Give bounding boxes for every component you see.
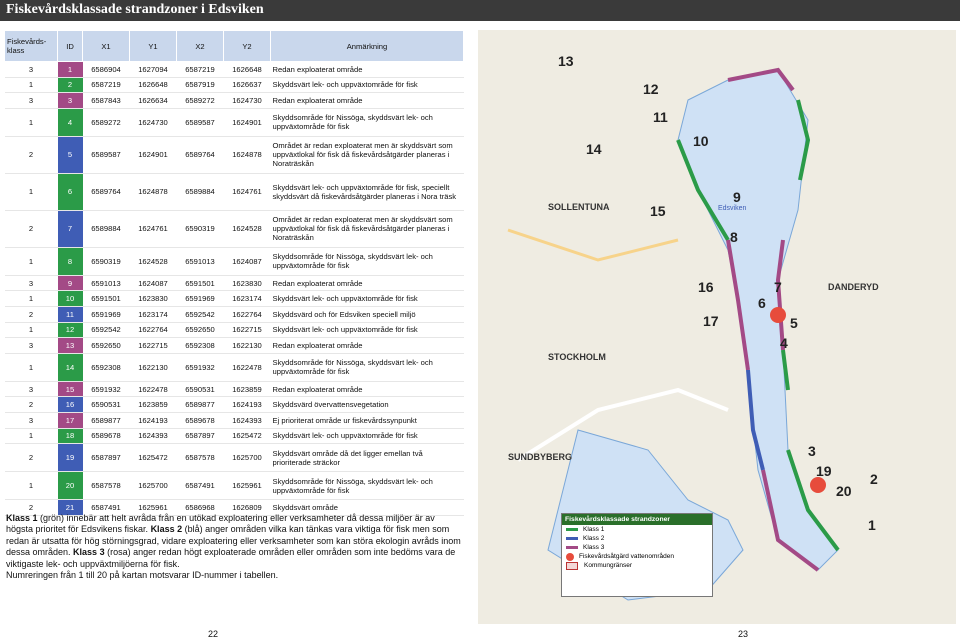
x1-cell: 6590531 — [83, 397, 130, 413]
y1-cell: 1624087 — [130, 275, 177, 291]
klass-cell: 1 — [5, 353, 58, 381]
id-cell: 21 — [58, 500, 83, 516]
x2-cell: 6589884 — [177, 173, 224, 210]
zone-label: 17 — [703, 313, 719, 329]
table-header-row — [5, 31, 464, 62]
x2-cell: 6586968 — [177, 500, 224, 516]
id-cell: 9 — [58, 275, 83, 291]
class2-text: (blå) anger områden vilka kan tänkas vara viktiga för fisk men som redan är utsatta för hög störningsgrad, vidare exploatering eller verksamheter som kan störa ekologin avråds inom dessa områden. — [6, 524, 461, 558]
note-cell: Skyddsvärt område då det ligger emellan två prioriterade sträckor — [271, 444, 464, 472]
table-row — [5, 136, 464, 173]
x1-cell: 6592650 — [83, 338, 130, 354]
note-cell: Skyddsområde för Nissöga, skyddsvärt lek- och uppväxtområde för fisk — [271, 247, 464, 275]
x2-cell: 6589877 — [177, 397, 224, 413]
klass-cell: 1 — [5, 247, 58, 275]
klass-cell: 1 — [5, 472, 58, 500]
klass-cell: 2 — [5, 136, 58, 173]
id-cell: 2 — [58, 77, 83, 93]
table-row — [5, 397, 464, 413]
x1-cell: 6589764 — [83, 173, 130, 210]
legend-class2: Klass 2 — [583, 535, 605, 542]
table-row — [5, 306, 464, 322]
x1-cell: 6589272 — [83, 108, 130, 136]
x2-cell: 6589587 — [177, 108, 224, 136]
place-sundbyberg: SUNDBYBERG — [508, 452, 573, 462]
y1-cell: 1624761 — [130, 210, 177, 247]
klass-cell: 2 — [5, 210, 58, 247]
x2-cell: 6589764 — [177, 136, 224, 173]
y2-cell: 1624193 — [224, 397, 271, 413]
header-id: ID — [58, 31, 83, 62]
zone-label: 7 — [774, 279, 782, 295]
legend-class1: Klass 1 — [583, 526, 605, 533]
id-cell: 18 — [58, 428, 83, 444]
legend-row-class3 — [562, 543, 712, 552]
id-cell: 4 — [58, 108, 83, 136]
x2-cell: 6591969 — [177, 291, 224, 307]
x2-cell: 6590531 — [177, 381, 224, 397]
water-swatch — [566, 553, 574, 561]
class2-swatch — [566, 537, 578, 540]
x2-cell: 6591501 — [177, 275, 224, 291]
x1-cell: 6590319 — [83, 247, 130, 275]
header-x1: X1 — [83, 31, 130, 62]
x1-cell: 6586904 — [83, 62, 130, 78]
id-cell: 10 — [58, 291, 83, 307]
zone-label: 14 — [586, 141, 602, 157]
x1-cell: 6592308 — [83, 353, 130, 381]
id-cell: 7 — [58, 210, 83, 247]
class1-swatch — [566, 528, 578, 531]
x2-cell: 6592542 — [177, 306, 224, 322]
header-y2: Y2 — [224, 31, 271, 62]
note-cell: Redan exploaterat område — [271, 93, 464, 109]
note-cell: Skyddsvärt lek- och uppväxtområde för fisk — [271, 428, 464, 444]
y1-cell: 1625472 — [130, 444, 177, 472]
legend-row-class2 — [562, 534, 712, 543]
header-x2: X2 — [177, 31, 224, 62]
y2-cell: 1622764 — [224, 306, 271, 322]
note-cell: Redan exploaterat område — [271, 275, 464, 291]
y2-cell: 1623174 — [224, 291, 271, 307]
klass-cell: 3 — [5, 62, 58, 78]
note-cell: Redan exploaterat område — [271, 338, 464, 354]
x2-cell: 6589272 — [177, 93, 224, 109]
note-cell: Skyddsvärd och för Edsviken speciell miljö — [271, 306, 464, 322]
note-cell: Redan exploaterat område — [271, 381, 464, 397]
x2-cell: 6589678 — [177, 412, 224, 428]
x1-cell: 6591501 — [83, 291, 130, 307]
klass-cell: 2 — [5, 397, 58, 413]
x2-cell: 6587578 — [177, 444, 224, 472]
zone-label: 5 — [790, 315, 798, 331]
klass-cell: 3 — [5, 381, 58, 397]
y2-cell: 1624761 — [224, 173, 271, 210]
id-cell: 8 — [58, 247, 83, 275]
id-cell: 12 — [58, 322, 83, 338]
y1-cell: 1625700 — [130, 472, 177, 500]
x1-cell: 6587219 — [83, 77, 130, 93]
zone-label: 3 — [808, 443, 816, 459]
x2-cell: 6590319 — [177, 210, 224, 247]
border-swatch — [566, 562, 578, 570]
zone-label: 1 — [868, 517, 876, 533]
zone-label: 11 — [653, 109, 668, 125]
y2-cell: 1622715 — [224, 322, 271, 338]
zone-label: 10 — [693, 133, 709, 149]
place-danderyd: DANDERYD — [828, 282, 879, 292]
class-description — [6, 513, 461, 581]
class3-label: Klass 3 — [73, 547, 105, 558]
table-row — [5, 472, 464, 500]
x1-cell: 6587491 — [83, 500, 130, 516]
y2-cell: 1624528 — [224, 210, 271, 247]
y1-cell: 1626648 — [130, 77, 177, 93]
note-cell: Skyddsområde för Nissöga, skyddsvärt lek- och uppväxtområde för fisk — [271, 108, 464, 136]
x1-cell: 6592542 — [83, 322, 130, 338]
measure-site-marker — [770, 307, 786, 323]
right-page-number: 23 — [738, 629, 749, 639]
class1-label: Klass 1 — [6, 513, 38, 523]
x1-cell: 6591013 — [83, 275, 130, 291]
y1-cell: 1624528 — [130, 247, 177, 275]
y2-cell: 1626648 — [224, 62, 271, 78]
measure-site-marker — [810, 477, 826, 493]
legend-class3: Klass 3 — [583, 544, 605, 551]
y1-cell: 1625961 — [130, 500, 177, 516]
table-row — [5, 62, 464, 78]
zone-label: 20 — [836, 483, 852, 499]
header-klass: Fiskevårds-klass — [5, 31, 58, 62]
y1-cell: 1624393 — [130, 428, 177, 444]
y2-cell: 1622478 — [224, 353, 271, 381]
x2-cell: 6592650 — [177, 322, 224, 338]
x1-cell: 6591969 — [83, 306, 130, 322]
table-row — [5, 353, 464, 381]
page-title: Fiskevårdsklassade strandzoner i Edsviken — [6, 2, 264, 17]
id-cell: 3 — [58, 93, 83, 109]
place-edsviken: Edsviken — [718, 205, 747, 212]
x2-cell: 6591932 — [177, 353, 224, 381]
y2-cell: 1625961 — [224, 472, 271, 500]
zone-label: 4 — [780, 335, 788, 351]
y2-cell: 1626637 — [224, 77, 271, 93]
x2-cell: 6587897 — [177, 428, 224, 444]
y2-cell: 1623830 — [224, 275, 271, 291]
x2-cell: 6592308 — [177, 338, 224, 354]
left-page-number: 22 — [208, 629, 219, 639]
table-row — [5, 77, 464, 93]
y1-cell: 1627094 — [130, 62, 177, 78]
y1-cell: 1622478 — [130, 381, 177, 397]
table-row — [5, 93, 464, 109]
zone-label: 2 — [870, 471, 878, 487]
id-cell: 11 — [58, 306, 83, 322]
x1-cell: 6589678 — [83, 428, 130, 444]
zone-label: 15 — [650, 203, 666, 219]
table-row — [5, 247, 464, 275]
zone-label: 9 — [733, 189, 741, 205]
klass-cell: 3 — [5, 93, 58, 109]
map[interactable] — [478, 30, 956, 624]
y1-cell: 1624730 — [130, 108, 177, 136]
y2-cell: 1624878 — [224, 136, 271, 173]
table-body — [5, 62, 464, 516]
id-cell: 5 — [58, 136, 83, 173]
id-cell: 14 — [58, 353, 83, 381]
id-cell: 6 — [58, 173, 83, 210]
zone-label: 19 — [816, 463, 832, 479]
klass-cell: 1 — [5, 108, 58, 136]
table-row — [5, 412, 464, 428]
map-legend-title: Fiskevårdsklassade strandzoner — [562, 514, 712, 525]
y1-cell: 1624901 — [130, 136, 177, 173]
klass-cell: 2 — [5, 500, 58, 516]
y1-cell: 1622764 — [130, 322, 177, 338]
table-row — [5, 338, 464, 354]
x2-cell: 6587491 — [177, 472, 224, 500]
numbering-note: Numreringen från 1 till 20 på kartan motsvarar ID-nummer i tabellen. — [6, 570, 279, 581]
legend-row-class1 — [562, 525, 712, 534]
table-row — [5, 210, 464, 247]
table-row — [5, 275, 464, 291]
x2-cell: 6587919 — [177, 77, 224, 93]
zone-table — [4, 30, 464, 516]
y2-cell: 1624901 — [224, 108, 271, 136]
id-cell: 20 — [58, 472, 83, 500]
klass-cell: 2 — [5, 306, 58, 322]
note-cell: Området är redan exploaterat men är skyddsvärt som uppväxtlokal för fisk då fiskevårdsåtgärder planeras i Noraträskån — [271, 136, 464, 173]
zone-table-container — [4, 30, 464, 512]
klass-cell: 1 — [5, 428, 58, 444]
legend-row-border — [562, 561, 712, 570]
note-cell: Skyddsvärt lek- och uppväxtområde för fisk — [271, 77, 464, 93]
y1-cell: 1624878 — [130, 173, 177, 210]
note-cell: Området är redan exploaterat men är skyddsvärt som uppväxtlokal för fisk då fiskevårdsåtgärder planeras i Noraträskån — [271, 210, 464, 247]
note-cell: Skyddsvärt område — [271, 500, 464, 516]
table-row — [5, 173, 464, 210]
place-sollentuna: SOLLENTUNA — [548, 202, 610, 212]
x2-cell: 6591013 — [177, 247, 224, 275]
note-cell: Skyddsområde för Nissöga, skyddsvärt lek- och uppväxtområde för fisk — [271, 472, 464, 500]
y1-cell: 1624193 — [130, 412, 177, 428]
klass-cell: 3 — [5, 338, 58, 354]
y2-cell: 1624730 — [224, 93, 271, 109]
x1-cell: 6591932 — [83, 381, 130, 397]
x1-cell: 6587578 — [83, 472, 130, 500]
x1-cell: 6589877 — [83, 412, 130, 428]
id-cell: 13 — [58, 338, 83, 354]
y1-cell: 1623830 — [130, 291, 177, 307]
klass-cell: 1 — [5, 173, 58, 210]
x1-cell: 6587843 — [83, 93, 130, 109]
y2-cell: 1625472 — [224, 428, 271, 444]
table-row — [5, 444, 464, 472]
zone-label: 6 — [758, 295, 766, 311]
y2-cell: 1624087 — [224, 247, 271, 275]
x1-cell: 6589884 — [83, 210, 130, 247]
place-stockholm: STOCKHOLM — [548, 352, 606, 362]
header-y1: Y1 — [130, 31, 177, 62]
y1-cell: 1623174 — [130, 306, 177, 322]
y2-cell: 1626809 — [224, 500, 271, 516]
legend-row-water — [562, 552, 712, 561]
x1-cell: 6589587 — [83, 136, 130, 173]
y2-cell: 1625700 — [224, 444, 271, 472]
id-cell: 15 — [58, 381, 83, 397]
note-cell: Skyddsvärt lek- och uppväxtområde för fisk, speciellt skyddsvärt då fiskevårdsåtgärder planeras i Nora träsk — [271, 173, 464, 210]
y1-cell: 1622130 — [130, 353, 177, 381]
y1-cell: 1626634 — [130, 93, 177, 109]
note-cell: Skyddsvärd övervattensvegetation — [271, 397, 464, 413]
klass-cell: 1 — [5, 77, 58, 93]
klass-cell: 3 — [5, 275, 58, 291]
note-cell: Skyddsområde för Nissöga, skyddsvärt lek- och uppväxtområde för fisk — [271, 353, 464, 381]
y2-cell: 1622130 — [224, 338, 271, 354]
x2-cell: 6587219 — [177, 62, 224, 78]
zone-label: 16 — [698, 279, 714, 295]
klass-cell: 2 — [5, 444, 58, 472]
map-legend — [561, 513, 713, 597]
header-note: Anmärkning — [271, 31, 464, 62]
map-svg — [478, 30, 956, 624]
y2-cell: 1624393 — [224, 412, 271, 428]
table-row — [5, 108, 464, 136]
zone-label: 13 — [558, 53, 574, 69]
y2-cell: 1623859 — [224, 381, 271, 397]
klass-cell: 3 — [5, 412, 58, 428]
id-cell: 19 — [58, 444, 83, 472]
y1-cell: 1623859 — [130, 397, 177, 413]
y1-cell: 1622715 — [130, 338, 177, 354]
class3-swatch — [566, 546, 578, 549]
id-cell: 16 — [58, 397, 83, 413]
zone-label: 12 — [643, 81, 659, 97]
note-cell: Skyddsvärt lek- och uppväxtområde för fisk — [271, 291, 464, 307]
class3-text: (rosa) anger redan högt exploaterade områden eller områden som inte bedöms vara de viktigaste lek- och uppväxtmiljöerna för fisk. — [6, 547, 456, 569]
table-row — [5, 381, 464, 397]
id-cell: 17 — [58, 412, 83, 428]
zone-label: 8 — [730, 229, 738, 245]
table-row — [5, 291, 464, 307]
klass-cell: 1 — [5, 322, 58, 338]
class2-label: Klass 2 — [150, 524, 183, 535]
table-row — [5, 428, 464, 444]
note-cell: Ej prioriterat område ur fiskevårdssynpunkt — [271, 412, 464, 428]
note-cell: Skyddsvärt lek- och uppväxtområde för fisk — [271, 322, 464, 338]
note-cell: Redan exploaterat område — [271, 62, 464, 78]
title-bar — [0, 0, 960, 21]
legend-border: Kommungränser — [584, 562, 633, 569]
legend-water: Fiskevårdsåtgärd vattenområden — [579, 553, 675, 560]
id-cell: 1 — [58, 62, 83, 78]
x1-cell: 6587897 — [83, 444, 130, 472]
class1-text: (grön) innebär att helt avråda från en utökad exploatering eller verksamheter då dessa miljöer är av högsta prioritet för Edsvikens fiskar. — [6, 513, 435, 535]
table-row — [5, 322, 464, 338]
klass-cell: 1 — [5, 291, 58, 307]
